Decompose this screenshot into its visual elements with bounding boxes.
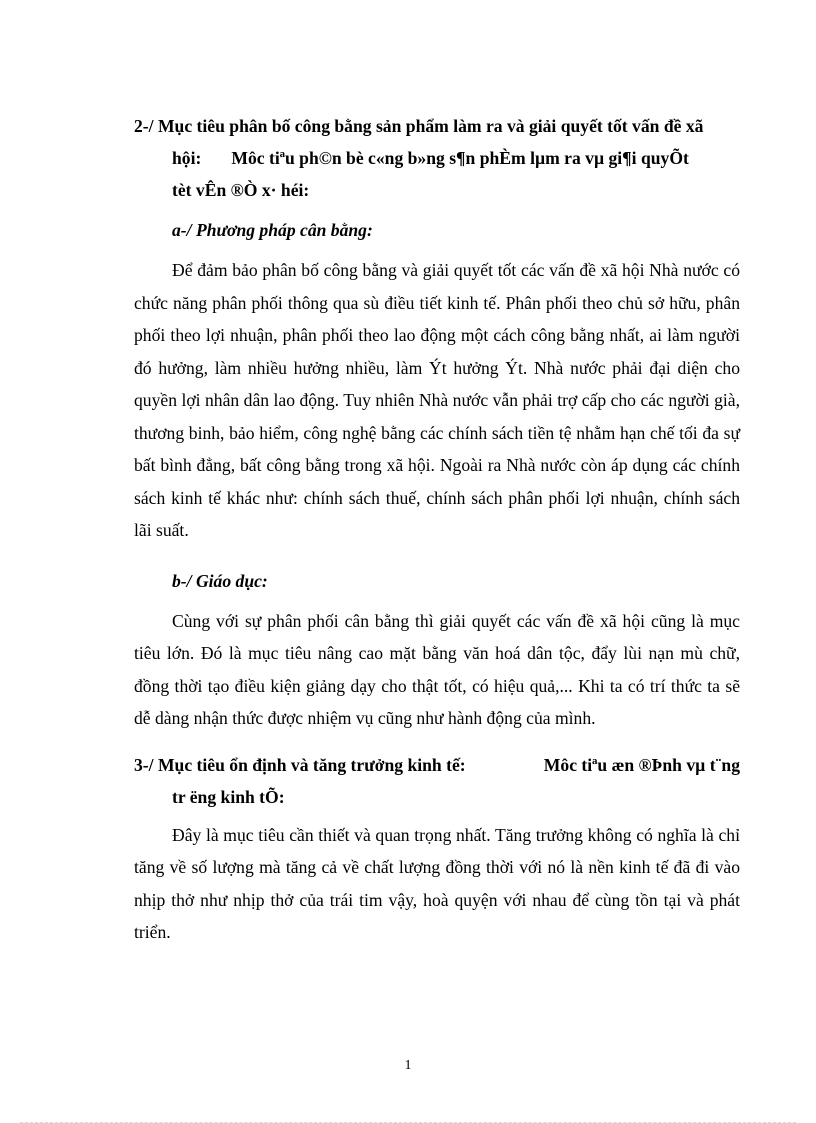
section-3-paragraph: Đây là mục tiêu cần thiết và quan trọng nhất. Tăng trưởng không có nghĩa là chỉ tăng về số lượng mà tăng cả về chất lượng đồng thời với nó là nền kinh tế đã đi vào nhịp thở như nhịp thở của trái tim vậy, hoà quyện với nhau để cùng tồn tại và phát triển. [134, 824, 740, 942]
section-2-heading-legacy1: Môc tiªu ph©n bè c«ng b»ng s¶n phÈm lµm ra vµ gi¶i quyÕt [231, 148, 689, 168]
section-2-heading-legacy2-line [134, 174, 740, 206]
page-number: 1 [404, 1058, 412, 1073]
section-3-heading-line1: 3-/ Mục tiêu ổn định và tăng trưởng kinh tế: [134, 754, 466, 775]
subsection-b-title: b-/ Giáo dục: [172, 570, 268, 591]
section-2-heading-legacy2: tèt vÊn ®Ò x· héi: [172, 180, 310, 200]
section-2-heading-word: hội: [172, 148, 202, 168]
subsection-a-title: a-/ Phương pháp cân bằng: [172, 220, 373, 240]
section-2-heading-line1: 2-/ Mục tiêu phân bố công bằng sản phẩm làm ra và giải quyết tốt vấn đề xã [134, 116, 704, 136]
document-body [134, 110, 740, 949]
section-2-heading [134, 110, 740, 142]
section-3-heading-legacy2: tr ëng kinh tÕ: [172, 786, 285, 807]
section-3-heading-cont [134, 781, 740, 813]
subsection-b-paragraph: Cùng với sự phân phối cân bằng thì giải quyết các vấn đề xã hội cũng là mục tiêu lớn. Đó là mục tiêu nâng cao mặt bằng văn hoá dân tộc, đẩy lùi nạn mù chữ, đồng thời tạo điều kiện giảng dạy cho thật tốt, có hiệu quả,... Khi ta có trí thức ta sẽ dễ dàng nhận thức được nhiệm vụ cũng như hành động của mình. [134, 610, 740, 728]
subsection-a-paragraph: Để đảm bảo phân bố công bằng và giải quyết tốt các vấn đề xã hội Nhà nước có chức năng phân phối thông qua sù điều tiết kinh tế. Phân phối theo chủ sở hữu, phân phối theo lợi nhuận, phân phối theo lao động một cách công bằng nhất, ai làm người đó hưởng, làm nhiều hưởng nhiều, làm Ýt hưởng Ýt. Nhà nước phải đại diện cho quyền lợi nhân dân lao động. Tuy nhiên Nhà nước vẫn phải trợ cấp cho các người già, thương binh, bảo hiểm, công nghệ bằng các chính sách tiền tệ nhằm hạn chế tối đa sự bất bình đẳng, bất công bằng trong xã hội. Ngoài ra Nhà nước còn áp dụng các chính sách kinh tế khác như: chính sách thuế, chính sách phân phối lợi nhuận, chính sách lãi suất. [134, 260, 740, 540]
section-2-heading-cont [134, 142, 740, 174]
section-3-heading [134, 749, 740, 781]
spacer [134, 735, 740, 749]
section-3-heading-legacy1: Môc tiªu æn ®Þnh vµ t¨ng [543, 754, 740, 775]
spacer [134, 547, 740, 557]
